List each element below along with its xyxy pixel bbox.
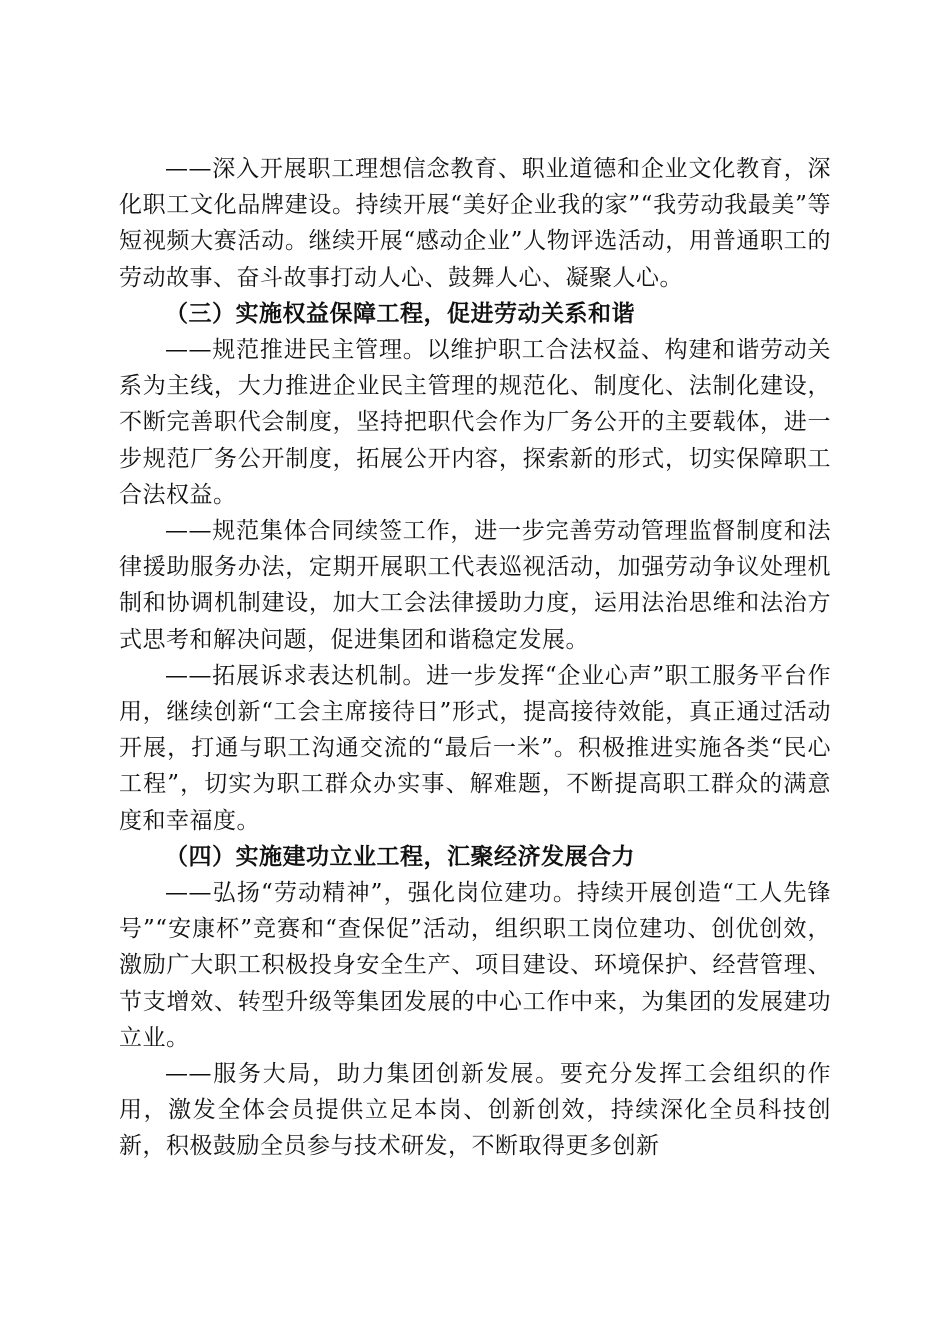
paragraph-appeal-mechanism: ——拓展诉求表达机制。进一步发挥“企业心声”职工服务平台作用，继续创新“工会主席接待日”形式，提高接待效能，真正通过活动开展，打通与职工沟通交流的“最后一米”。积极推进实施各类“民心工程”，切实为职工群众办实事、解难题，不断提高职工群众的满意度和幸福度。 bbox=[119, 662, 831, 834]
paragraph-culture-education: ——深入开展职工理想信念教育、职业道德和企业文化教育，深化职工文化品牌建设。持续开展“美好企业我的家”“我劳动我最美”等短视频大赛活动。继续开展“感动企业”人物评选活动，用普通职工的劳动故事、奋斗故事打动人心、鼓舞人心、凝聚人心。 bbox=[119, 156, 831, 291]
paragraph-collective-contract: ——规范集体合同续签工作，进一步完善劳动管理监督制度和法律援助服务办法，定期开展职工代表巡视活动，加强劳动争议处理机制和协调机制建设，加大工会法律援助力度，运用法治思维和法治方式思考和解决问题，促进集团和谐稳定发展。 bbox=[119, 518, 831, 653]
section-heading-rights-protection: （三）实施权益保障工程，促进劳动关系和谐 bbox=[165, 299, 635, 327]
paragraph-innovation: ——服务大局，助力集团创新发展。要充分发挥工会组织的作用，激发全体会员提供立足本岗、创新创效，持续深化全员科技创新，积极鼓励全员参与技术研发，不断取得更多创新 bbox=[119, 1061, 831, 1160]
section-heading-achievement: （四）实施建功立业工程，汇聚经济发展合力 bbox=[165, 842, 635, 870]
paragraph-democratic-management: ——规范推进民主管理。以维护职工合法权益、构建和谐劳动关系为主线，大力推进企业民主管理的规范化、制度化、法制化建设，不断完善职代会制度，坚持把职代会作为厂务公开的主要载体，进一步规范厂务公开制度，拓展公开内容，探索新的形式，切实保障职工合法权益。 bbox=[119, 337, 831, 508]
paragraph-labor-spirit: ——弘扬“劳动精神”，强化岗位建功。持续开展创造“工人先锋号”“安康杯”竞赛和“查保促”活动，组织职工岗位建功、创优创效，激励广大职工积极投身安全生产、项目建设、环境保护、经营管理、节支增效、转型升级等集团发展的中心工作中来，为集团的发展建功立业。 bbox=[119, 880, 831, 1051]
document-body bbox=[119, 151, 831, 1165]
